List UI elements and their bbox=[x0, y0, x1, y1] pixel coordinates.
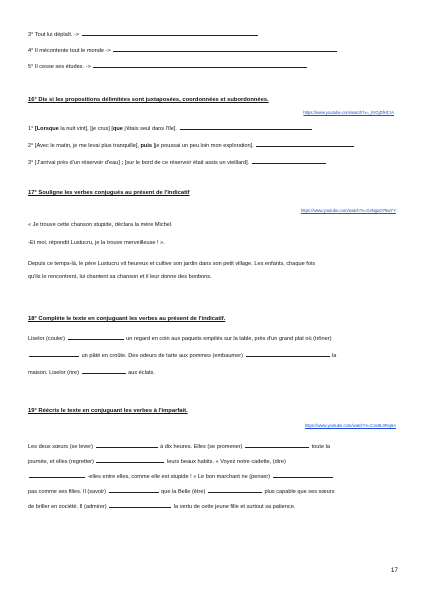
item-text: 3° Tout lui déplaît. -> bbox=[28, 32, 80, 38]
ex17-paragraph-3a: Depuis ce temps-là, le père Lustucru vit heureux et cultive son jardin dans son petit village. Les enfants, chaque fois bbox=[28, 261, 315, 267]
exercise-16-title: 16° Dis si les propositions délimitées sont juxtaposées, coordonnées et subordonnées. bbox=[28, 97, 269, 103]
ex18-line-1: Liselor (couler) un regard en coin aux paquets empilés sur la table, près d'un grand plat où (trôner) bbox=[28, 336, 332, 342]
answer-blank[interactable] bbox=[29, 472, 85, 478]
ex19-line-3: -elles entre elles, comme elle est stupide ! » Le bon marchant ne (penser) bbox=[28, 472, 334, 481]
exercise-18-title: 18° Complète le texte en conjuguant les verbes au présent de l'indicatif. bbox=[28, 316, 226, 322]
answer-blank[interactable] bbox=[113, 46, 337, 52]
answer-blank[interactable] bbox=[252, 158, 326, 164]
answer-blank[interactable] bbox=[93, 62, 307, 68]
answer-blank[interactable] bbox=[68, 334, 124, 340]
ex19-line-5: de briller en société. Il (admirer) la vertu de cette jeune fille et surtout sa patience. bbox=[28, 504, 296, 510]
ex16-item-3: 3° [J'arrivai près d'un réservoir d'eau] ; [sur le bord de ce réservoir était assis un vieillard]. bbox=[28, 158, 327, 167]
item-text: 4° Il mécontente tout le monde -> bbox=[28, 48, 111, 54]
answer-blank[interactable] bbox=[96, 457, 164, 463]
answer-blank[interactable] bbox=[29, 351, 79, 357]
ex19-line-1: Les deux sœurs (se lever) à dix heures. Elles (se promener) toute la bbox=[28, 444, 330, 450]
answer-blank[interactable] bbox=[109, 502, 171, 508]
answer-blank[interactable] bbox=[109, 487, 159, 493]
exercise-17-title: 17° Souligne les verbes conjugués au présent de l'indicatif bbox=[28, 190, 190, 196]
ex16-item-2: 2° [Avec le matin, je me levai plus tranquille], puis [je poussai un peu loin mon exploration]. bbox=[28, 141, 355, 150]
ex17-paragraph-1: « Je trouve cette chanson stupide, déclara la mère Michel. bbox=[28, 222, 173, 228]
ex18-line-2: un pâté en croûte. Des odeurs de tarte aux pommes (embaumer) la bbox=[28, 351, 336, 360]
exercise-19-link[interactable]: https://www.youtube.com/watch?v=CJe9L0Rxj6A bbox=[304, 423, 396, 428]
exercise-16-link[interactable]: https://www.youtube.com/watch?v=_ErGjDfHCrA bbox=[303, 110, 394, 115]
answer-blank[interactable] bbox=[246, 351, 330, 357]
answer-blank[interactable] bbox=[208, 487, 262, 493]
answer-blank[interactable] bbox=[82, 368, 126, 374]
answer-blank[interactable] bbox=[96, 442, 158, 448]
top-item-4 bbox=[28, 46, 338, 55]
answer-blank[interactable] bbox=[245, 442, 309, 448]
top-item-3 bbox=[28, 30, 259, 39]
ex17-paragraph-3b: qu'ils le rencontrent, lui chantent sa chanson et il leur donne des bonbons. bbox=[28, 274, 212, 280]
ex18-line-3: maison. Liselor (rire) aux éclats. bbox=[28, 370, 155, 376]
ex17-paragraph-2: -Et moi, répondit Lustucru, je la trouve merveilleuse ! ». bbox=[28, 240, 165, 246]
answer-blank[interactable] bbox=[82, 30, 258, 36]
exercise-19-title: 19° Réécris le texte en conjuguant les verbes à l'imparfait. bbox=[28, 408, 188, 414]
page-number: 17 bbox=[390, 567, 398, 574]
answer-blank[interactable] bbox=[256, 141, 354, 147]
ex19-line-4: pas comme ses filles. Il (savoir) que la Belle (être) plus capable que ses sœurs bbox=[28, 489, 335, 495]
answer-blank[interactable] bbox=[273, 472, 333, 478]
ex16-item-1: 1° [Lorsque la nuit vint], [je crus] [que j'étais seul dans l'île]. bbox=[28, 124, 313, 133]
item-text: 5° Il cesse ses études. -> bbox=[28, 64, 91, 70]
top-item-5 bbox=[28, 62, 308, 71]
exercise-17-link[interactable]: https://www.youtube.com/watch?v=GvNgaO75wYY bbox=[300, 208, 396, 213]
answer-blank[interactable] bbox=[180, 124, 312, 130]
ex19-line-2: journée, et elles (regretter) leurs beaux habits. « Voyez notre cadette, (dire) bbox=[28, 459, 286, 465]
